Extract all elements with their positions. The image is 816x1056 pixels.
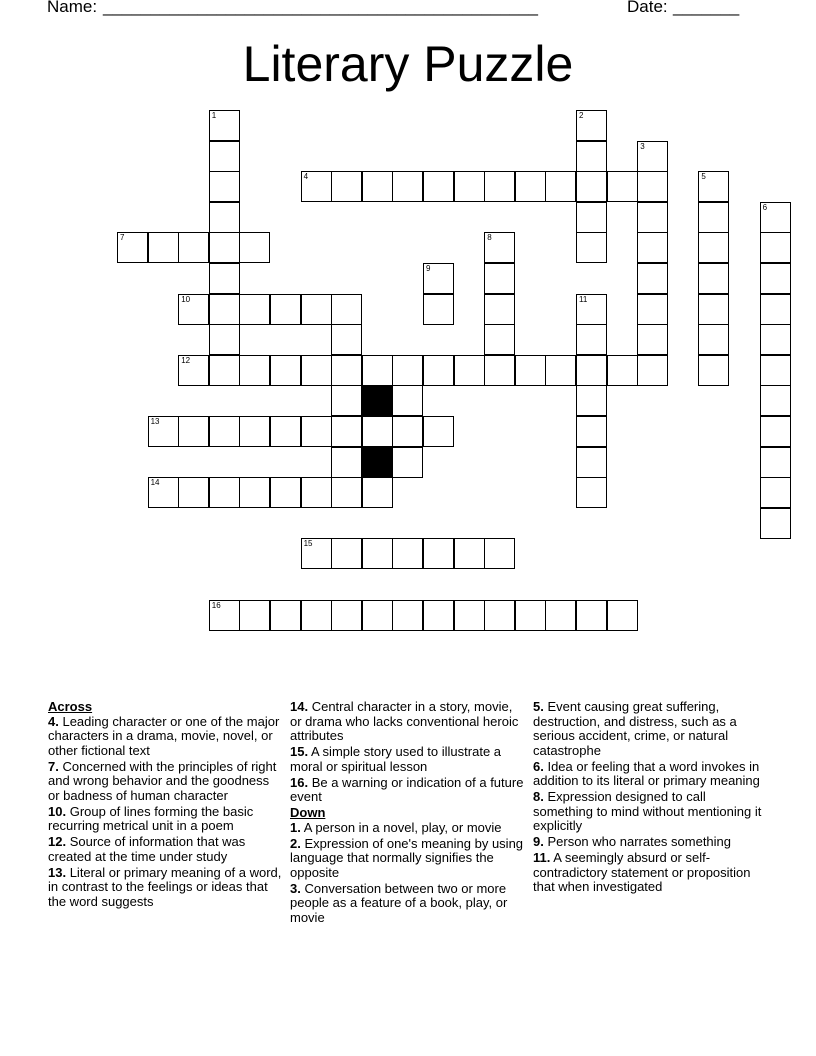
grid-cell[interactable] <box>362 416 393 447</box>
cell-number: 12 <box>181 355 191 365</box>
grid-cell[interactable] <box>637 355 668 386</box>
clue-number: 8. <box>533 789 544 804</box>
grid-cell[interactable] <box>607 171 638 202</box>
grid-cell[interactable] <box>239 600 270 631</box>
grid-cell[interactable] <box>178 477 209 508</box>
grid-cell[interactable] <box>423 263 454 294</box>
grid-cell[interactable] <box>270 355 301 386</box>
grid-cell[interactable] <box>760 324 791 355</box>
cell-number: 5 <box>701 172 706 182</box>
grid-cell[interactable] <box>270 600 301 631</box>
clue-text: A person in a novel, play, or movie <box>303 819 502 835</box>
grid-cell[interactable] <box>392 538 423 569</box>
across-clue <box>290 745 526 774</box>
grid-cell[interactable] <box>454 600 485 631</box>
grid-cell[interactable] <box>545 600 576 631</box>
grid-cell[interactable] <box>545 355 576 386</box>
grid-cell[interactable] <box>209 294 240 325</box>
grid-cell[interactable] <box>270 294 301 325</box>
grid-cell[interactable] <box>209 324 240 355</box>
grid-cell[interactable] <box>392 171 423 202</box>
cell-number: 11 <box>579 294 588 304</box>
grid-cell[interactable] <box>423 600 454 631</box>
cell-number: 15 <box>303 539 313 549</box>
grid-cell[interactable] <box>148 477 179 508</box>
grid-cell[interactable] <box>698 263 729 294</box>
clue-text: Literal or primary meaning of a word, in contrast to the feelings or ideas that the word suggests <box>48 864 282 909</box>
clue-number: 5. <box>533 699 544 714</box>
clue-text: Event causing great suffering, destruction, and distress, such as a serious accident, crime, or natural catastrophe <box>533 699 737 758</box>
down-clue <box>533 790 769 834</box>
grid-cell[interactable] <box>545 171 576 202</box>
clue-number: 15. <box>290 744 309 759</box>
grid-cell[interactable] <box>239 477 270 508</box>
grid-cell[interactable] <box>331 477 362 508</box>
grid-cell[interactable] <box>576 110 607 141</box>
grid-cell[interactable] <box>270 416 301 447</box>
grid-cell[interactable] <box>301 477 332 508</box>
grid-cell[interactable] <box>362 355 393 386</box>
clue-text: Conversation between two or more people as a feature of a book, play, or movie <box>290 880 508 925</box>
clue-text: Person who narrates something <box>547 834 732 849</box>
grid-cell[interactable] <box>209 202 240 233</box>
clue-column-1 <box>48 700 284 911</box>
clue-number: 12. <box>48 834 67 849</box>
cell-number: 16 <box>211 600 221 610</box>
grid-cell[interactable] <box>423 171 454 202</box>
grid-cell[interactable] <box>178 294 209 325</box>
grid-cell[interactable] <box>301 416 332 447</box>
grid-cell[interactable] <box>454 355 485 386</box>
cell-number: 10 <box>181 294 191 304</box>
grid-cell[interactable] <box>209 110 240 141</box>
grid-cell[interactable] <box>454 171 485 202</box>
clue-number: 6. <box>533 758 544 774</box>
grid-cell[interactable] <box>515 600 546 631</box>
grid-cell[interactable] <box>760 477 791 508</box>
grid-cell[interactable] <box>331 600 362 631</box>
across-clue <box>290 776 526 805</box>
clue-text: Be a warning or indication of a future event <box>290 774 524 804</box>
grid-cell[interactable] <box>760 416 791 447</box>
grid-cell[interactable] <box>484 355 515 386</box>
grid-cell[interactable] <box>698 324 729 355</box>
across-clue <box>48 715 284 759</box>
cell-number: 1 <box>211 111 217 120</box>
clue-number: 13. <box>48 864 67 880</box>
clue-number: 7. <box>48 758 59 774</box>
grid-cell[interactable] <box>698 355 729 386</box>
cell-number: 2 <box>579 111 584 120</box>
cell-number: 6 <box>762 202 768 212</box>
down-clue <box>533 835 769 850</box>
clue-text: Source of information that was created at the time under study <box>48 834 246 864</box>
grid-cell[interactable] <box>209 600 240 631</box>
grid-cell[interactable] <box>760 508 791 539</box>
grid-cell[interactable] <box>331 324 362 355</box>
clue-number: 4. <box>48 713 59 729</box>
clue-text: Idea or feeling that a word invokes in addition to its literal or primary meaning <box>533 758 760 788</box>
name-field[interactable]: ______________________________________________ <box>103 0 538 16</box>
grid-cell[interactable] <box>760 263 791 294</box>
grid-cell[interactable] <box>423 355 454 386</box>
grid-cell[interactable] <box>331 355 362 386</box>
grid-cell[interactable] <box>576 202 607 233</box>
cell-number: 13 <box>150 417 160 426</box>
clue-text: Leading character or one of the major characters in a drama, movie, novel, or other fictional text <box>48 713 280 758</box>
clue-number: 9. <box>533 834 544 849</box>
grid-cell[interactable] <box>423 294 454 325</box>
clue-number: 1. <box>290 819 301 835</box>
grid-cell[interactable] <box>576 600 607 631</box>
clue-number: 11. <box>533 850 551 865</box>
grid-cell[interactable] <box>270 477 301 508</box>
grid-cell[interactable] <box>331 416 362 447</box>
grid-cell[interactable] <box>576 385 607 416</box>
grid-cell[interactable] <box>209 263 240 294</box>
grid-cell[interactable] <box>392 385 423 416</box>
grid-cell[interactable] <box>239 294 270 325</box>
grid-cell[interactable] <box>637 141 668 172</box>
clue-text: Central character in a story, movie, or drama who lacks conventional heroic attributes <box>290 699 519 743</box>
grid-cell[interactable] <box>607 355 638 386</box>
blocked-cell <box>362 385 393 416</box>
across-clue <box>48 805 284 834</box>
grid-cell[interactable] <box>576 447 607 478</box>
cell-number: 7 <box>120 233 125 243</box>
grid-cell[interactable] <box>484 538 515 569</box>
grid-cell[interactable] <box>760 385 791 416</box>
grid-cell[interactable] <box>362 538 393 569</box>
grid-cell[interactable] <box>331 447 362 478</box>
grid-cell[interactable] <box>760 294 791 325</box>
grid-cell[interactable] <box>148 232 179 263</box>
down-clue <box>533 851 769 895</box>
clue-column-3 <box>533 700 769 896</box>
grid-cell[interactable] <box>423 416 454 447</box>
grid-cell[interactable] <box>362 600 393 631</box>
grid-cell[interactable] <box>331 171 362 202</box>
grid-cell[interactable] <box>515 171 546 202</box>
clue-text: Expression of one's meaning by using language that normally signifies the opposite <box>290 835 524 880</box>
grid-cell[interactable] <box>178 416 209 447</box>
clue-number: 10. <box>48 803 67 819</box>
cell-number: 8 <box>487 233 492 243</box>
grid-cell[interactable] <box>576 141 607 172</box>
grid-cell[interactable] <box>178 355 209 386</box>
grid-cell[interactable] <box>484 232 515 263</box>
grid-cell[interactable] <box>331 294 362 325</box>
grid-cell[interactable] <box>392 355 423 386</box>
grid-cell[interactable] <box>209 477 240 508</box>
down-clue <box>290 837 526 881</box>
grid-cell[interactable] <box>239 355 270 386</box>
grid-cell[interactable] <box>760 202 791 233</box>
grid-cell[interactable] <box>576 477 607 508</box>
clue-number: 2. <box>290 835 301 851</box>
name-label: Name: <box>47 0 98 16</box>
cell-number: 14 <box>150 478 160 488</box>
clue-number: 16. <box>290 774 309 790</box>
grid-cell[interactable] <box>637 324 668 355</box>
grid-cell[interactable] <box>760 447 791 478</box>
grid-cell[interactable] <box>392 600 423 631</box>
clue-text: Expression designed to call something to mind without mentioning it explicitly <box>533 789 762 833</box>
grid-cell[interactable] <box>576 294 607 325</box>
grid-cell[interactable] <box>454 538 485 569</box>
clue-text: A seemingly absurd or self-contradictory statement or proposition that when investigated <box>533 850 751 894</box>
grid-cell[interactable] <box>392 447 423 478</box>
down-clue <box>290 821 526 836</box>
grid-cell[interactable] <box>239 416 270 447</box>
grid-cell[interactable] <box>178 232 209 263</box>
grid-cell[interactable] <box>301 294 332 325</box>
grid-cell[interactable] <box>760 355 791 386</box>
grid-cell[interactable] <box>484 294 515 325</box>
date-field[interactable]: _______ <box>673 0 740 16</box>
grid-cell[interactable] <box>637 263 668 294</box>
grid-cell[interactable] <box>362 477 393 508</box>
across-clue <box>48 835 284 864</box>
grid-cell[interactable] <box>301 355 332 386</box>
grid-cell[interactable] <box>698 202 729 233</box>
grid-cell[interactable] <box>209 232 240 263</box>
grid-cell[interactable] <box>392 416 423 447</box>
grid-cell[interactable] <box>209 416 240 447</box>
grid-cell[interactable] <box>331 538 362 569</box>
grid-cell[interactable] <box>576 324 607 355</box>
grid-cell[interactable] <box>515 355 546 386</box>
blocked-cell <box>362 447 393 478</box>
grid-cell[interactable] <box>239 232 270 263</box>
grid-cell[interactable] <box>576 171 607 202</box>
cell-number: 3 <box>640 141 645 151</box>
clue-text: Group of lines forming the basic recurring metrical unit in a poem <box>48 803 254 833</box>
clue-number: 14. <box>290 699 309 714</box>
down-clue <box>533 700 769 758</box>
grid-cell[interactable] <box>698 232 729 263</box>
grid-cell[interactable] <box>637 202 668 233</box>
grid-cell[interactable] <box>362 171 393 202</box>
clue-text: A simple story used to illustrate a moral or spiritual lesson <box>290 744 502 774</box>
grid-cell[interactable] <box>209 141 240 172</box>
grid-cell[interactable] <box>637 294 668 325</box>
grid-cell[interactable] <box>301 538 332 569</box>
grid-cell[interactable] <box>698 171 729 202</box>
grid-cell[interactable] <box>301 600 332 631</box>
grid-cell[interactable] <box>209 171 240 202</box>
grid-cell[interactable] <box>117 232 148 263</box>
grid-cell[interactable] <box>423 538 454 569</box>
grid-cell[interactable] <box>484 171 515 202</box>
cell-number: 9 <box>426 264 431 273</box>
grid-cell[interactable] <box>576 355 607 386</box>
grid-cell[interactable] <box>576 416 607 447</box>
grid-cell[interactable] <box>301 171 332 202</box>
grid-cell[interactable] <box>331 385 362 416</box>
clue-column-2 <box>290 700 526 927</box>
date-label: Date: <box>627 0 668 16</box>
down-clue <box>290 882 526 926</box>
grid-cell[interactable] <box>209 355 240 386</box>
across-heading: Across <box>48 699 93 714</box>
grid-cell[interactable] <box>637 171 668 202</box>
grid-cell[interactable] <box>484 600 515 631</box>
clue-text: Concerned with the principles of right and wrong behavior and the goodness or badness of human character <box>48 758 277 803</box>
down-clue <box>533 760 769 789</box>
grid-cell[interactable] <box>576 232 607 263</box>
puzzle-title: Literary Puzzle <box>242 36 574 92</box>
down-heading: Down <box>290 805 326 820</box>
across-clue <box>290 700 526 744</box>
grid-cell[interactable] <box>698 294 729 325</box>
across-clue <box>48 866 284 910</box>
grid-cell[interactable] <box>637 232 668 263</box>
grid-cell[interactable] <box>484 263 515 294</box>
grid-cell[interactable] <box>148 416 179 447</box>
grid-cell[interactable] <box>760 232 791 263</box>
across-clue <box>48 760 284 804</box>
grid-cell[interactable] <box>607 600 638 631</box>
clue-number: 3. <box>290 880 301 896</box>
cell-number: 4 <box>303 172 309 182</box>
grid-cell[interactable] <box>484 324 515 355</box>
